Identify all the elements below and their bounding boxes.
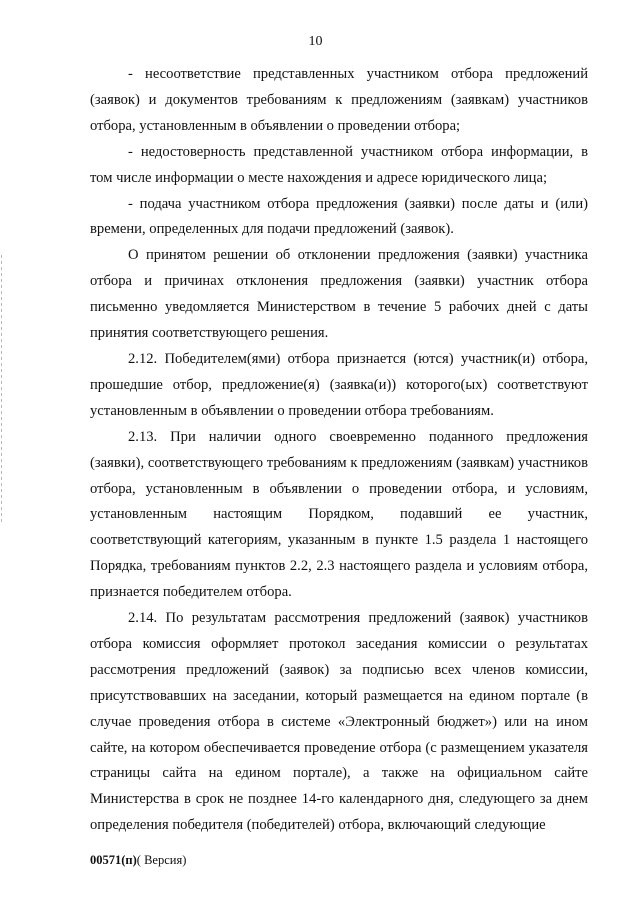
paragraph-bullet-late-submission: - подача участником отбора предложения (заявки) после даты и (или) времени, определенных для подачи предложений (заявок).: [90, 195, 588, 238]
paragraph-2-12: 2.12. Победителем(ями) отбора признается (ются) участник(и) отбора, прошедшие отбор, предложение(я) (заявка(и)) которого(ых) соответствуют установленным в объявлении о проведении отбора требованиям.: [90, 350, 588, 419]
page-number: 10: [308, 34, 323, 49]
document-code: 00571(п): [90, 853, 137, 867]
document-footer: [90, 853, 186, 868]
scan-edge-mark: [1, 255, 2, 525]
paragraph-2-14: 2.14. По результатам рассмотрения предложений (заявок) участников отбора комиссия оформляет протокол заседания комиссии о результатах рассмотрения предложений (заявок) за подписью всех членов комиссии, присутствовавших на заседании, который размещается на едином портале (в случае проведения отбора в системе «Электронный бюджет») или на ином сайте, на котором обеспечивается проведение отбора (с размещением указателя страницы сайта на едином портале), а также на официальном сайте Министерства в срок не позднее 14-го календарного дня, следующего за днем определения победителя (победителей) отбора, включающий следующие: [90, 610, 588, 834]
document-body: [90, 62, 588, 839]
paragraph-bullet-unreliability: - недостоверность представленной участником отбора информации, в том числе информации о месте нахождения и адресе юридического лица;: [90, 143, 588, 186]
paragraph-2-13: 2.13. При наличии одного своевременно поданного предложения (заявки), соответствующего требованиям к предложениям (заявкам) участников отбора, установленным в объявлении о проведении отбора, и условиям, установленным настоящим Порядком, подавший ее участник, соответствующий категориям, указанным в пункте 1.5 раздела 1 настоящего Порядка, требованиям пунктов 2.2, 2.3 настоящего раздела и условиям отбора, признается победителем отбора.: [90, 428, 588, 601]
paragraph-rejection-notice: О принятом решении об отклонении предложения (заявки) участника отбора и причинах отклонения предложения (заявки) участник отбора письменно уведомляется Министерством в течение 5 рабочих дней с даты принятия соответствующего решения.: [90, 247, 588, 342]
paragraph-bullet-nonconformity: - несоответствие представленных участником отбора предложений (заявок) и документов требованиям к предложениям (заявкам) участников отбора, установленным в объявлении о проведении отбора;: [90, 66, 588, 134]
document-version: ( Версия): [136, 853, 187, 867]
